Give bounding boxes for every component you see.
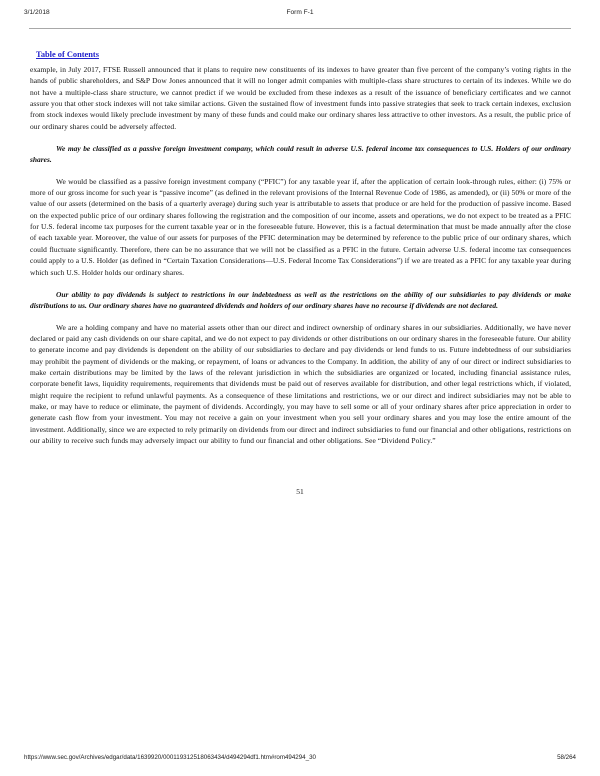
table-of-contents-link[interactable]: Table of Contents [36, 50, 99, 59]
print-footer-url: https://www.sec.gov/Archives/edgar/data/1639920/000119312518063434/d494294df1.htm#rom494294_30 [24, 754, 316, 761]
print-header-date: 3/1/2018 [24, 9, 50, 16]
print-header-title: Form F-1 [286, 9, 314, 16]
print-header [0, 9, 600, 23]
risk-factor-heading-pfic: We may be classified as a passive foreign investment company, which could result in adverse U.S. federal income tax consequences to U.S. Holders of our ordinary shares. [30, 144, 571, 165]
header-divider [29, 28, 571, 29]
paragraph-continued-index-exclusion: example, in July 2017, FTSE Russell announced that it plans to require new constituents of its indexes to have greater than five percent of the company’s voting rights in the hands of public shareholders, and S&P Dow Jones announced that it will no longer admit companies with multiple-class share structures to certain of its indexes. While we do not have a multiple-class share structure, we cannot predict if we would be excluded from these indexes as a result of the issuance of beneficiary certificates and we cannot assure you that other stock indexes will not take similar actions. Given the sustained flow of investment funds into passive strategies that seek to track certain indexes, exclusion from stock indexes would likely preclude investment by many of these funds and could make our ordinary shares less attractive to other investors. As a result, the public price of our ordinary shares could be adversely affected. [30, 65, 571, 131]
paragraph-dividend-restrictions: We are a holding company and have no material assets other than our direct and indirect ownership of ordinary shares in our subsidiaries. Additionally, we have never declared or paid any cash dividends on our share capital, and we do not expect to pay dividends or other distributions on our ordinary shares in the foreseeable future. Our ability to generate income and pay dividends is dependent on the ability of our subsidiaries to declare and pay dividends or lend funds to us. Future indebtedness of our subsidiaries may prohibit the payment of dividends or the making, or repayment, of loans or advances to the Company. In addition, the ability of any of our direct or indirect subsidiaries to make certain distributions may be limited by the laws of the relevant jurisdiction in which the subsidiaries are organized or located, including financial assistance rules, corporate benefit laws, liquidity requirements, requirements that dividends must be paid out of reserves available for distribution, and other legal restrictions which, if violated, might require the recipient to refund unlawful payments. As a consequence of these limitations and restrictions, we or our direct and indirect subsidiaries may not be able to make, or may have to reduce or eliminate, the payment of dividends. Accordingly, you may have to sell some or all of your ordinary shares after price appreciation in order to generate cash flow from your investment. You may not receive a gain on your investment when you sell your ordinary shares and you may lose the entire amount of the investment. Additionally, since we are expected to rely primarily on dividends from our direct and indirect subsidiaries to fund our financial and other obligations, restrictions on our ability to receive such funds may adversely impact our ability to fund our financial and other obligations. See “Dividend Policy.” [30, 322, 571, 445]
table-of-contents-link-wrapper [36, 44, 99, 62]
print-footer-page-count: 58/264 [557, 754, 576, 761]
print-footer [0, 754, 600, 766]
paragraph-pfic-classification: We would be classified as a passive foreign investment company (“PFIC”) for any taxable year if, after the application of certain look-through rules, either: (i) 75% or more of our gross income for such year is “passive income” (as defined in the relevant provisions of the Internal Revenue Code of 1986, as amended), or (ii) 50% or more of the value of our assets (determined on the basis of a quarterly average) during such year is attributable to assets that produce or are held for the production of passive income. Based on the expected public price of our ordinary shares following the registration and the composition of our income, assets and operations, we do not expect to be treated as a PFIC for U.S. federal income tax purposes for the current taxable year or in the foreseeable future. However, this is a factual determination that must be made annually after the close of each taxable year. Moreover, the value of our assets for purposes of the PFIC determination may be determined by reference to the public price of our ordinary shares, which could fluctuate significantly. Therefore, there can be no assurance that we will not be classified as a PFIC in the future. Certain adverse U.S. federal income tax consequences could apply to a U.S. Holder (as defined in “Certain Taxation Considerations—U.S. Federal Income Tax Considerations”) if we are treated as a PFIC for any taxable year during which such U.S. Holder holds our ordinary shares. [30, 176, 571, 277]
risk-factor-heading-dividends: Our ability to pay dividends is subject to restrictions in our indebtedness as well as the restrictions on the ability of our subsidiaries to pay dividends or make distributions to us. Our ordinary shares have no guaranteed dividends and holders of our ordinary shares have no recourse if dividends are not declared. [30, 289, 571, 311]
page-number: 51 [296, 487, 304, 496]
document-body [30, 64, 571, 457]
